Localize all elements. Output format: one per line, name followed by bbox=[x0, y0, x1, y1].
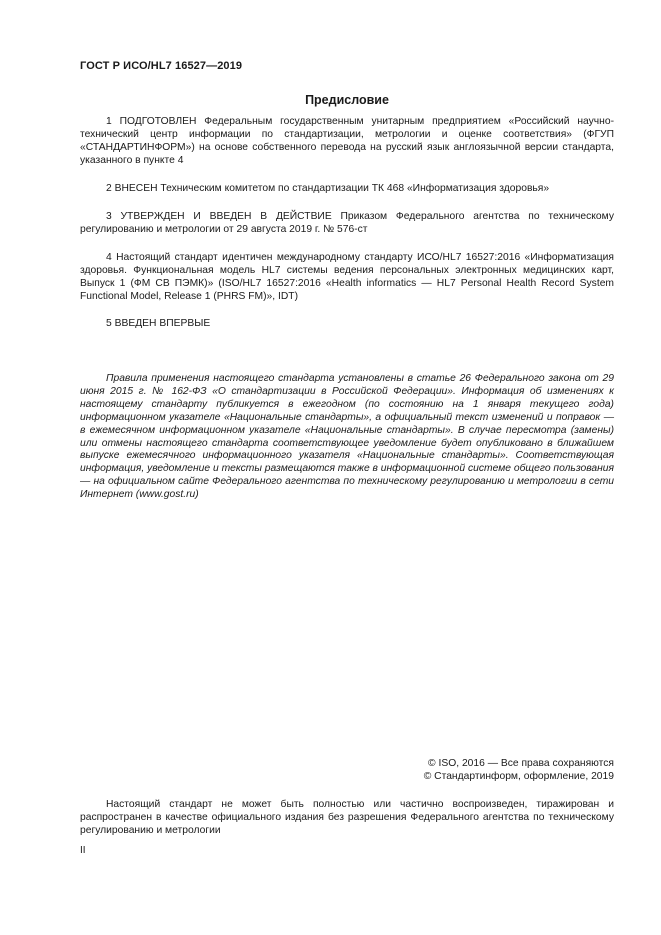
standards-notice: Правила применения настоящего стандарта установлены в статье 26 Федерального закона от 29 июня 2015 г. № 162-ФЗ «О стандартизации в Российской Федерации». Информация об изменениях к настоящему стандарту публикуется в ежегодном (по состоянию на 1 января текущего года) информационном указателе «Национальные стандарты», а официальный текст изменений и поправок — в ежемесячном информационном указателе «Национальные стандарты». В случае пересмотра (замены) или отмены настоящего стандарта соответствующее уведомление будет опубликовано в ближайшем выпуске ежемесячного информационного указателя «Национальные стандарты». Соответствующая информация, уведомление и тексты размещаются также в информационной системе общего пользования — на официальном сайте Федерального агентства по техническому регулированию и метрологии в сети Интернет (www.gost.ru) bbox=[80, 373, 614, 501]
paragraph-3: 3 УТВЕРЖДЕН И ВВЕДЕН В ДЕЙСТВИЕ Приказом Федерального агентства по техническому регулированию и метрологии от 29 августа 2019 г. № 576-ст bbox=[80, 211, 614, 235]
paragraph-2: 2 ВНЕСЕН Техническим комитетом по стандартизации ТК 468 «Информатизация здоровья» bbox=[106, 183, 550, 194]
paragraph-5: 5 ВВЕДЕН ВПЕРВЫЕ bbox=[106, 318, 211, 329]
copyright-iso: © ISO, 2016 — Все права сохраняются bbox=[428, 758, 614, 769]
copyright-standartinform: © Стандартинформ, оформление, 2019 bbox=[423, 771, 614, 782]
page-number: II bbox=[80, 845, 86, 856]
paragraph-4: 4 Настоящий стандарт идентичен международному стандарту ИСО/HL7 16527:2016 «Информатизация здоровья. Функциональная модель HL7 системы ведения персональных электронных медицинских карт, Выпуск 1 (ФМ СВ ПЭМК)» (ISO/HL7 16527:2016 «Health informatics — HL7 Personal Health Record System Functional Model, Release 1 (PHRS FM)», IDT) bbox=[80, 252, 614, 302]
document-code-header: ГОСТ Р ИСО/HL7 16527—2019 bbox=[80, 60, 243, 72]
paragraph-1: 1 ПОДГОТОВЛЕН Федеральным государственным унитарным предприятием «Российский научно-технический центр информации по стандартизации, метрологии и оценке соответствия» (ФГУП «СТАНДАРТИНФОРМ») на основе собственного перевода на русский язык англоязычной версии стандарта, указанного в пункте 4 bbox=[80, 116, 614, 166]
reproduction-notice: Настоящий стандарт не может быть полностью или частично воспроизведен, тиражирован и распространен в качестве официального издания без разрешения Федерального агентства по техническому регулированию и метрологии bbox=[80, 799, 614, 836]
page-title: Предисловие bbox=[305, 93, 389, 107]
